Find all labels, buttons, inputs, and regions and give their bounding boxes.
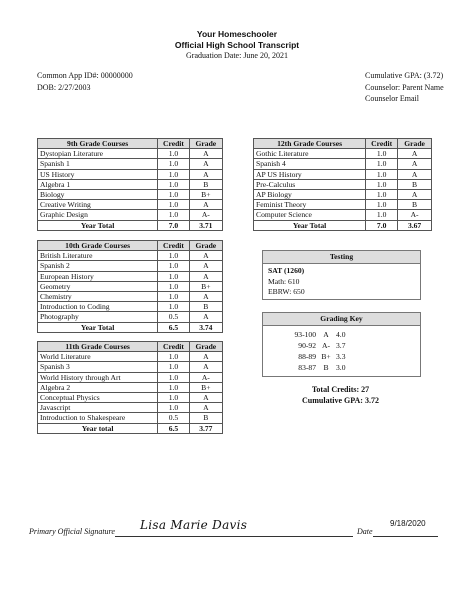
table-row (254, 210, 432, 220)
counselor-email: Counselor Email (365, 94, 419, 103)
course-grade: B (189, 302, 222, 312)
course-credit: 1.0 (158, 302, 189, 312)
column-header: 9th Grade Courses (38, 139, 158, 149)
course-name: Javascript (38, 403, 158, 413)
course-credit: 1.0 (158, 362, 189, 372)
year-total-cell: 7.0 (366, 220, 398, 230)
course-credit: 0.5 (158, 312, 189, 322)
course-grade: B (398, 200, 432, 210)
course-name: Geometry (38, 281, 158, 291)
table-row (38, 210, 223, 220)
grading-key-row (263, 329, 420, 340)
course-credit: 1.0 (366, 179, 398, 189)
counselor-name: Counselor: Parent Name (365, 82, 444, 92)
course-name: Spanish 2 (38, 261, 158, 271)
sat-ebrw: EBRW: 650 (268, 287, 305, 296)
table-row (38, 261, 223, 271)
grade-12-table (253, 138, 432, 231)
handwritten-signature: Lisa Marie Davis (140, 518, 248, 532)
table-row (38, 362, 223, 372)
table-row (38, 251, 223, 261)
grade-points: 3.7 (336, 341, 346, 350)
course-credit: 1.0 (158, 382, 189, 392)
course-name: AP US History (254, 169, 366, 179)
cumulative-gpa-label: Cumulative GPA: (3.72) (365, 71, 444, 80)
course-name: World History through Art (38, 372, 158, 382)
course-credit: 1.0 (158, 261, 189, 271)
course-name: European History (38, 271, 158, 281)
course-grade: B+ (189, 281, 222, 291)
table-row (38, 372, 223, 382)
year-total-cell: 3.67 (398, 220, 432, 230)
graduation-date: Graduation Date: June 20, 2021 (186, 51, 288, 60)
grade-points: 4.0 (336, 330, 346, 339)
column-header: Grade (189, 342, 222, 352)
table-row (38, 382, 223, 392)
signature-label: Primary Official Signature (29, 527, 115, 536)
course-name: Introduction to Shakespeare (38, 413, 158, 423)
column-header: 12th Grade Courses (254, 139, 366, 149)
course-credit: 1.0 (158, 352, 189, 362)
course-name: Dystopian Literature (38, 149, 158, 159)
course-grade: A (398, 159, 432, 169)
course-grade: A (189, 149, 222, 159)
course-name: US History (38, 169, 158, 179)
total-credits: Total Credits: 27 (311, 385, 370, 394)
year-total-cell: 7.0 (158, 220, 189, 230)
table-row (254, 149, 432, 159)
score-range: 93-100 (294, 330, 316, 339)
sat-score: SAT (1260) (268, 266, 305, 275)
year-total-cell: Year Total (254, 220, 366, 230)
table-row (38, 302, 223, 312)
column-header: Grade (398, 139, 432, 149)
course-credit: 0.5 (158, 413, 189, 423)
course-grade: A- (398, 210, 432, 220)
testing-box (262, 250, 421, 300)
column-header: Credit (158, 342, 189, 352)
date-of-birth: DOB: 2/27/2003 (37, 82, 91, 92)
course-name: Pre-Calculus (254, 179, 366, 189)
course-name: Conceptual Physics (38, 393, 158, 403)
grading-key-row (263, 340, 420, 351)
course-credit: 1.0 (366, 210, 398, 220)
year-total-cell: 3.77 (189, 423, 222, 433)
year-total-row (38, 423, 223, 433)
course-name: Gothic Literature (254, 149, 366, 159)
course-grade: A (189, 251, 222, 261)
course-name: Creative Writing (38, 200, 158, 210)
student-info-right (365, 70, 470, 105)
grade-10-table (37, 240, 223, 333)
course-credit: 1.0 (366, 169, 398, 179)
table-row (38, 352, 223, 362)
course-grade: A (189, 403, 222, 413)
course-grade: A (189, 393, 222, 403)
student-info-left (37, 70, 133, 93)
column-header: Credit (366, 139, 398, 149)
course-grade: A (189, 362, 222, 372)
course-name: Chemistry (38, 292, 158, 302)
year-total-cell: Year total (38, 423, 158, 433)
year-total-cell: 6.5 (158, 423, 189, 433)
course-name: Spanish 3 (38, 362, 158, 372)
grading-key-list (263, 326, 420, 373)
table-row (38, 190, 223, 200)
table-row (38, 169, 223, 179)
table-row (254, 190, 432, 200)
course-credit: 1.0 (158, 159, 189, 169)
course-grade: A (189, 200, 222, 210)
table-row (38, 312, 223, 322)
course-grade: A (189, 261, 222, 271)
signature-line (115, 536, 353, 537)
course-credit: 1.0 (158, 372, 189, 382)
course-name: Algebra 1 (38, 179, 158, 189)
course-grade: B (189, 179, 222, 189)
course-grade: A- (189, 372, 222, 382)
course-name: Spanish 4 (254, 159, 366, 169)
course-grade: A (189, 352, 222, 362)
table-row (38, 179, 223, 189)
grading-key-header: Grading Key (263, 313, 420, 326)
column-header: Credit (158, 241, 189, 251)
cumulative-gpa: Cumulative GPA: 3.72 (302, 396, 379, 405)
year-total-cell: 3.74 (189, 322, 222, 332)
table-row (38, 159, 223, 169)
course-name: Spanish 1 (38, 159, 158, 169)
column-header: 10th Grade Courses (38, 241, 158, 251)
course-credit: 1.0 (158, 292, 189, 302)
letter-grade: B+ (321, 352, 331, 361)
letter-grade: B (323, 363, 329, 372)
signature-date: 9/18/2020 (390, 519, 426, 528)
column-header: Grade (189, 139, 222, 149)
table-row (254, 179, 432, 189)
course-grade: A (398, 190, 432, 200)
course-name: Feminist Theory (254, 200, 366, 210)
table-row (38, 413, 223, 423)
date-line (373, 536, 438, 537)
year-total-row (38, 322, 223, 332)
course-grade: A (398, 149, 432, 159)
grade-points: 3.0 (336, 363, 346, 372)
table-row (38, 292, 223, 302)
course-credit: 1.0 (158, 200, 189, 210)
school-name: Your Homeschooler (196, 29, 278, 39)
course-name: Computer Science (254, 210, 366, 220)
testing-header: Testing (263, 251, 420, 264)
course-credit: 1.0 (158, 393, 189, 403)
course-grade: A- (189, 210, 222, 220)
table-row (254, 200, 432, 210)
table-row (38, 200, 223, 210)
score-range: 90-92 (298, 341, 316, 350)
table-row (254, 159, 432, 169)
column-header: Grade (189, 241, 222, 251)
course-name: Biology (38, 190, 158, 200)
course-credit: 1.0 (366, 159, 398, 169)
course-grade: A (189, 159, 222, 169)
course-name: British Literature (38, 251, 158, 261)
course-credit: 1.0 (158, 271, 189, 281)
table-row (38, 393, 223, 403)
column-header: Credit (158, 139, 189, 149)
course-grade: A (398, 169, 432, 179)
course-credit: 1.0 (158, 149, 189, 159)
course-name: Algebra 2 (38, 382, 158, 392)
letter-grade: A- (321, 341, 330, 350)
course-credit: 1.0 (158, 179, 189, 189)
course-credit: 1.0 (158, 190, 189, 200)
column-header: 11th Grade Courses (38, 342, 158, 352)
letter-grade: A (323, 330, 329, 339)
year-total-row (38, 220, 223, 230)
transcript-title: Official High School Transcript (174, 40, 300, 50)
table-row (254, 169, 432, 179)
course-grade: A (189, 169, 222, 179)
course-credit: 1.0 (158, 403, 189, 413)
course-credit: 1.0 (158, 210, 189, 220)
course-name: World Literature (38, 352, 158, 362)
course-grade: B+ (189, 382, 222, 392)
grade-points: 3.3 (336, 352, 346, 361)
table-row (38, 403, 223, 413)
date-label: Date (357, 527, 373, 536)
course-credit: 1.0 (158, 281, 189, 291)
course-credit: 1.0 (366, 149, 398, 159)
grade-9-table (37, 138, 223, 231)
course-credit: 1.0 (366, 190, 398, 200)
year-total-cell: 3.71 (189, 220, 222, 230)
course-grade: B+ (189, 190, 222, 200)
course-grade: A (189, 292, 222, 302)
course-name: Graphic Design (38, 210, 158, 220)
course-grade: B (189, 413, 222, 423)
grading-key-row (263, 362, 420, 373)
course-credit: 1.0 (366, 200, 398, 210)
course-grade: A (189, 271, 222, 281)
table-row (38, 149, 223, 159)
year-total-cell: Year Total (38, 322, 158, 332)
sat-math: Math: 610 (268, 276, 300, 286)
course-grade: B (398, 179, 432, 189)
course-name: Photography (38, 312, 158, 322)
course-name: AP Biology (254, 190, 366, 200)
year-total-cell: Year Total (38, 220, 158, 230)
common-app-id: Common App ID#: 00000000 (37, 71, 133, 80)
score-range: 83-87 (298, 363, 316, 372)
year-total-cell: 6.5 (158, 322, 189, 332)
course-credit: 1.0 (158, 251, 189, 261)
grading-key-row (263, 351, 420, 362)
grading-key-box (262, 312, 421, 377)
score-range: 88-89 (298, 352, 316, 361)
grade-11-table (37, 341, 223, 434)
table-row (38, 281, 223, 291)
course-credit: 1.0 (158, 169, 189, 179)
course-grade: A (189, 312, 222, 322)
table-row (38, 271, 223, 281)
year-total-row (254, 220, 432, 230)
course-name: Introduction to Coding (38, 302, 158, 312)
